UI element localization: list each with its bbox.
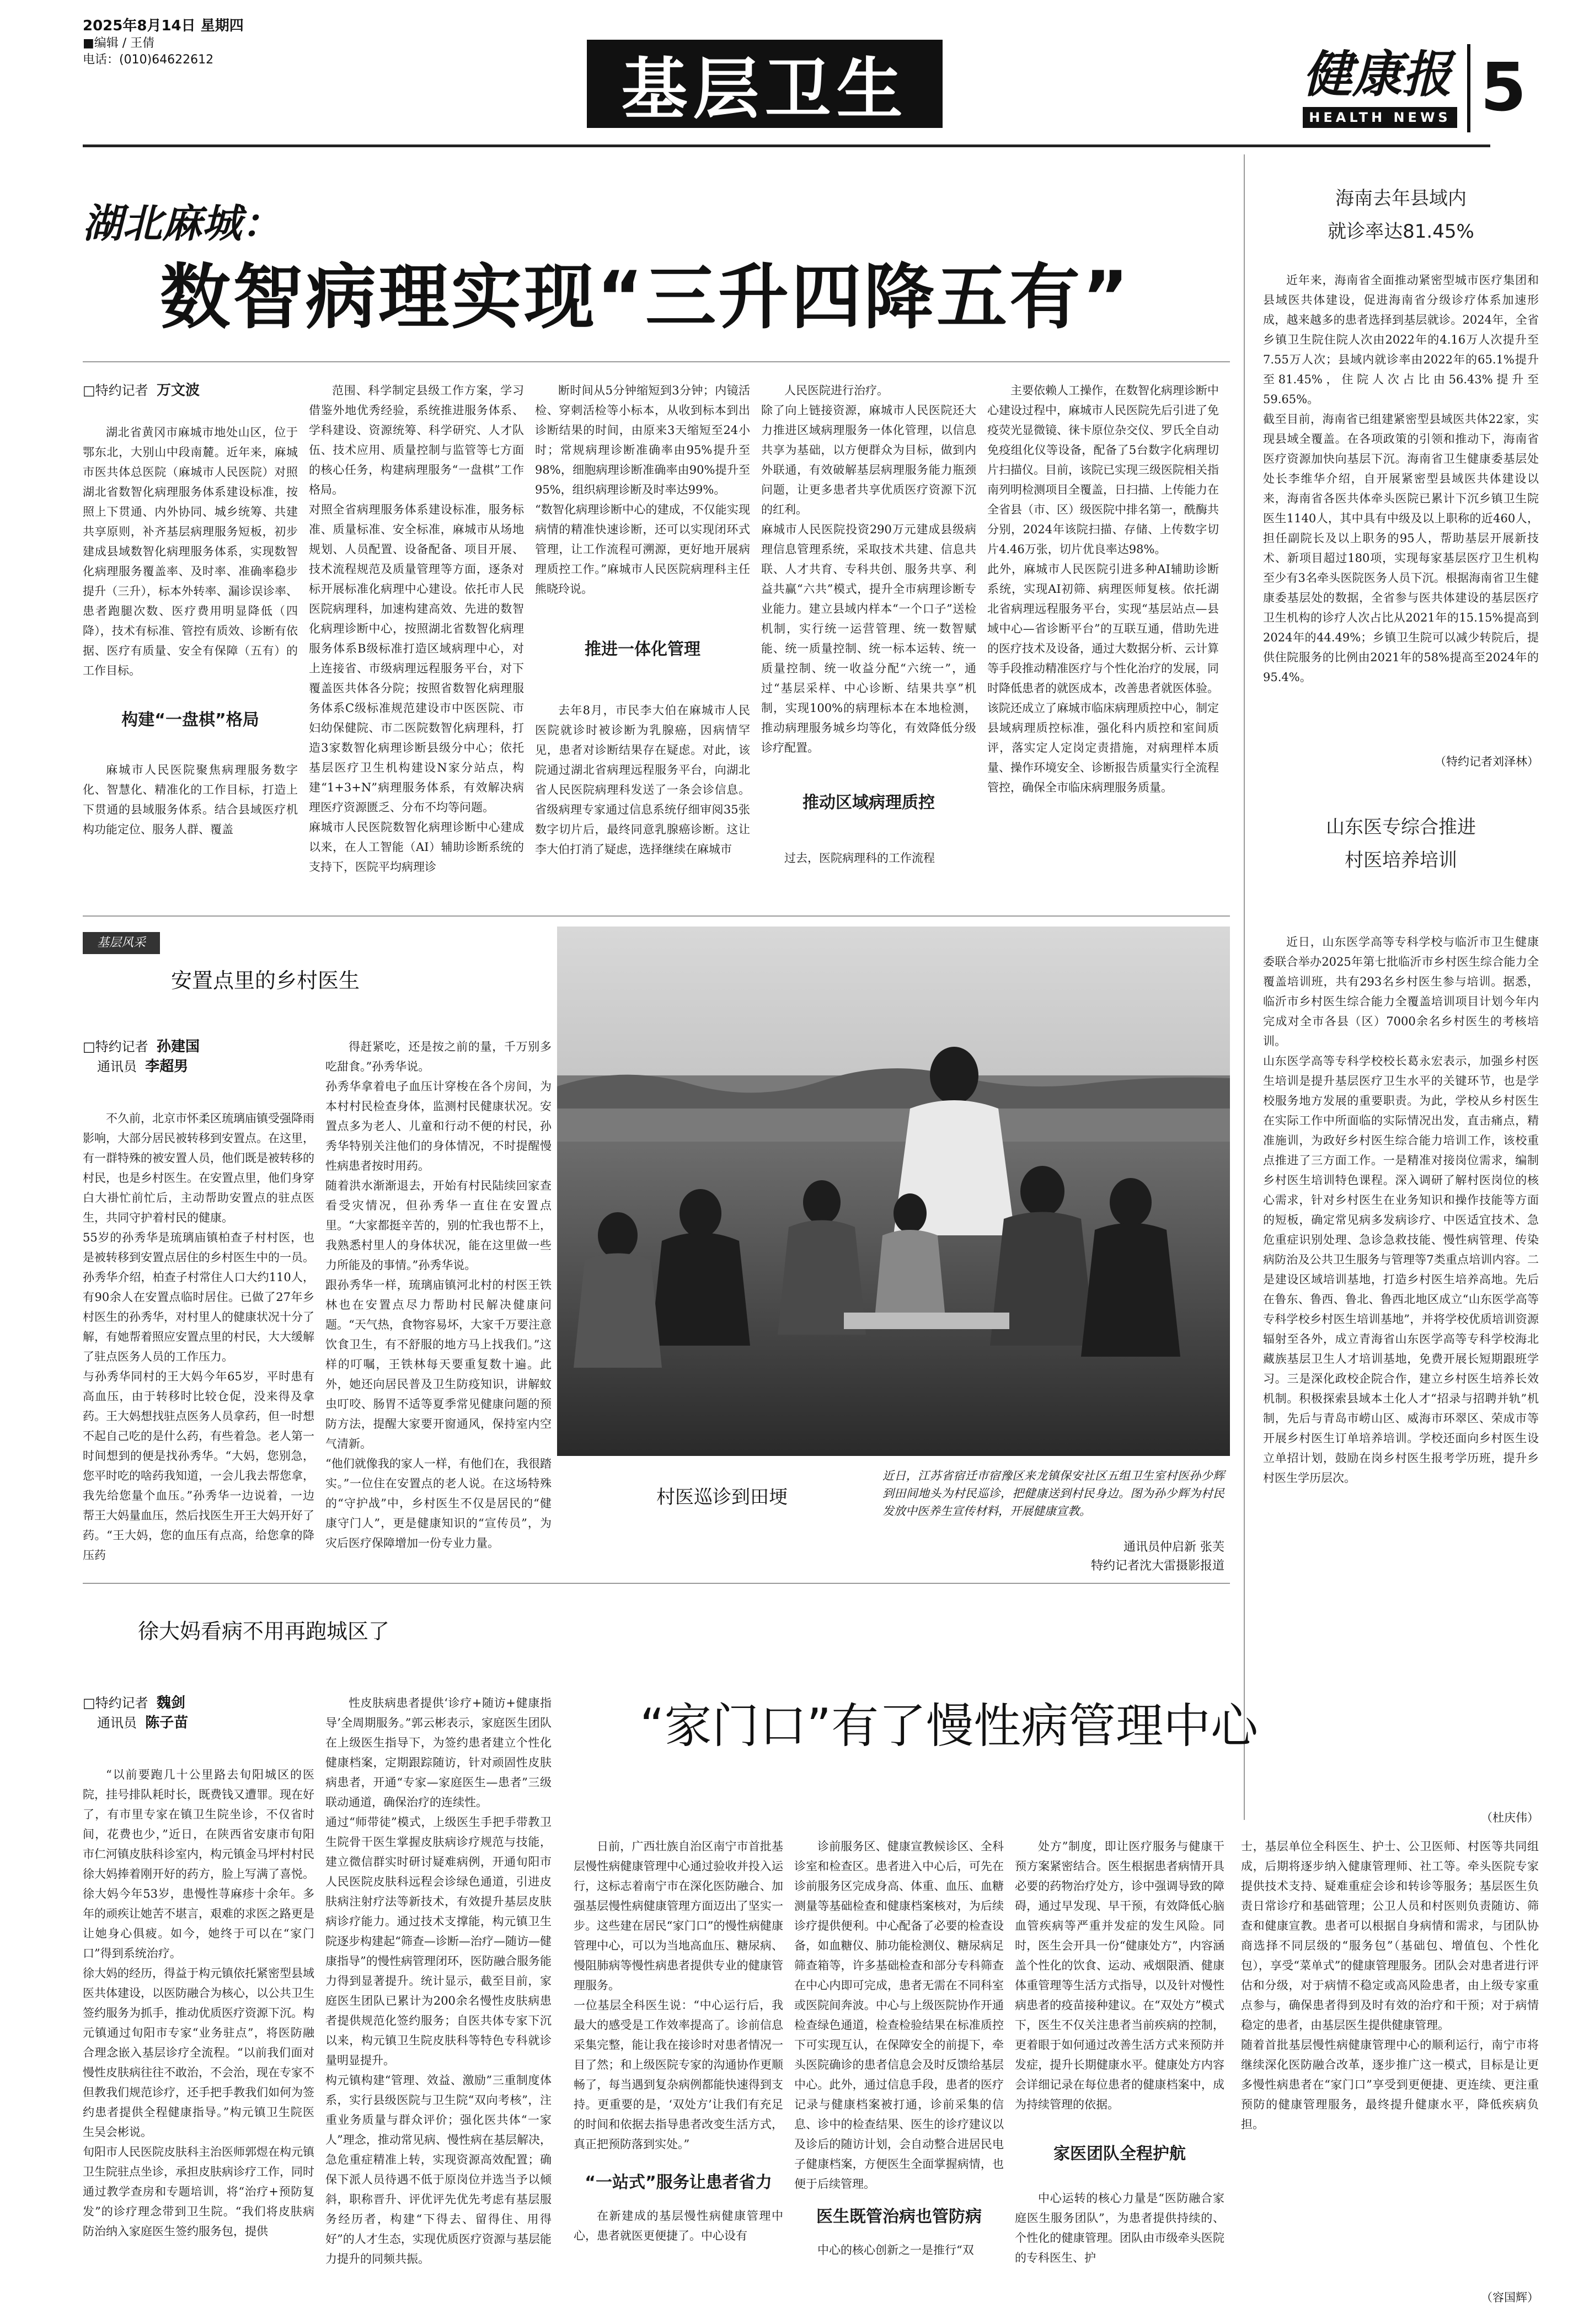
lead-column-4	[761, 381, 976, 927]
bottom-byline1-name: 魏剑	[156, 1695, 185, 1711]
feature-top-rule	[83, 915, 1230, 917]
right-mid-body: 近日，山东医学高等专科学校与临沂市卫生健康委联合举办2025年第七批临沂市乡村医生综合能力全覆盖培训班，共有293名乡村医生参与培训。据悉，临沂市乡村医生综合能力全覆盖培训项目计划今年内完成对全市各县（区）7000余名乡村医生的考核培训。 山东医学高等专科学校校长葛永宏表示，加强乡村医生培训是提升基层医疗卫生水平的关键环节，也是学校服务地方发展的重要职责。为此，学校从乡村医生在实际工作中所面临的实际情况出发，直击痛点，精准施训，为政好乡村医生综合能力培训工作，该校重点推进了三方面工作。一是精准对接岗位需求，编制乡村医生培训特色课程。深入调研了解村医岗位的核心需求，针对乡村医生在业务知识和操作技能等方面的短板，确定常见病多发病诊疗、中医适宜技术、急危重症识别处理、急诊急救技能、慢性病管理、传染病防治及公共卫生服务与管理等7类重点培训内容。二是建设区域培训基地，打造乡村医生培养高地。先后在鲁东、鲁西、鲁北、鲁西北地区成立“山东医学高等专科学校乡村医生培训基地”，并将学校优质培训资源辐射至各外，成立青海省山东医学高等专科学校海北藏族基层卫生人才培训基地，免费开展长短期跟班学习。三是深化政校企院合作，建立乡村医生培养长效机制。积极探索县域本土化人才“招录与招聘并轨”机制，先后与青岛市崂山区、威海市环翠区、荣成市等开展乡村医生订单培养培训。学校还面向乡村医生设立单招计划，鼓励在岗乡村医生报考学历班，提升乡村医生学历层次。	[1263, 935, 1539, 1485]
lead-subhead-3: 推动区域病理质控	[802, 793, 935, 812]
page-number: 5	[1467, 44, 1533, 132]
bottom-col3b-text: 在新建成的基层慢性病健康管理中心，患者就医更便捷了。中心设有	[574, 2209, 783, 2242]
bottom-col4-text: 诊前服务区、健康宣教候诊区、全科诊室和检查区。患者进入中心后，可先在诊前服务区完成身高、体重、血压、血糖测量等基础检查和健康档案核对，为后续诊疗提供便利。中心配备了必要的检查设备，如血糖仪、肺功能检测仪、糖尿病足筛查箱等，许多基础检查和部分专科筛查在中心内即可完成，患者无需在不同科室或医院间奔波。中心与上级医院协作开通检查绿色通道，检查检验结果在标准质控下可实现互认，在保障安全的前提下，牵头医院确诊的患者信息会及时反馈给基层中心。此外，通过信息手段，患者的医疗记录与健康档案被打通，诊前采集的信息、诊中的检查结果、医生的诊疗建议以及诊后的随访计划，会自动整合进居民电子健康档案，方便医生全面掌握病情，也便于后续管理。	[794, 1840, 1004, 2191]
masthead-rule	[83, 144, 1490, 147]
right-top-body: 近年来，海南省全面推动紧密型城市医疗集团和县域医共体建设，促进海南省分级诊疗体系加速形成，越来越多的患者选择到基层就诊。2024年，全省乡镇卫生院住院人次由2022年的4.16万人次提升至7.55万人次；县域内就诊率由2022年的65.1%提升至81.45%，住院人次占比由56.43%提升至59.65%。 截至目前，海南省已组建紧密型县域医共体22家，实现县域全覆盖。在各项政策的引领和推动下，海南省医疗资源加快向基层下沉。海南省卫生健康委基层处处长李维华介绍，自开展紧密型县域医共体建设以来，海南省各医共体牵头医院已累计下沉乡镇卫生院医生1140人，其中具有中级及以上职称的近460人，担任副院长及以上职务的95人，帮助基层开展新技术、新项目超过180项，实现每家基层医疗卫生机构至少有3名牵头医院医务人员下沉。根据海南省卫生健康委基层处的数据，全省参与医共体建设的基层医疗卫生机构的诊疗人次占比从2021年的15.15%提高到2024年的44.49%；乡镇卫生院可以减少转院后，提供住院服务的比例由2021年的58%提高至2024年的95.4%。	[1263, 274, 1539, 684]
section-title: 基层卫生	[621, 50, 908, 128]
lead-col3b-text: 去年8月，市民李大伯在麻城市人民医院就诊时被诊断为乳腺癌，因病情罕见，患者对诊断结果存在疑虑。对此，该院通过湖北省病理远程服务平台，向湖北省人民医院病理科发送了一条会诊信息。省级病理专家通过信息系统仔细审阅35张数字切片后，最终同意乳腺癌诊断。这让李大伯打消了疑虑，选择继续在麻城市	[535, 704, 750, 856]
newspaper-logo	[1303, 44, 1457, 132]
feature-byline1-name: 孙建国	[156, 1038, 200, 1055]
lead-col3-text: 断时间从5分钟缩短到3分钟；内镜活检、穿刺活检等小标本，从收到标本到出诊断结果的时间，由原来3天缩短至24小时；常规病理诊断准确率由95%提升至98%，细胞病理诊断准确率由90%提升至95%，组织病理诊断及时率达99%。 “数智化病理诊断中心的建成，不仅能实现病情的精准快速诊断，还可以实现闭环式管理，让工作流程可溯源，更好地开展病理质控工作。”麻城市人民医院病理科主任熊晓玲说。	[535, 384, 750, 596]
logo-en: HEALTH NEWS	[1303, 107, 1457, 128]
logo-cn: 健康报	[1303, 45, 1452, 104]
section-banner	[587, 40, 943, 128]
issue-date: 2025年8月14日 星期四	[83, 18, 244, 34]
bottom-col4b-text: 中心的核心创新之一是推行“双	[817, 2243, 974, 2257]
bottom-credit: （容国辉）	[1481, 2291, 1539, 2304]
masthead-info	[83, 17, 414, 68]
lead-byline	[83, 381, 298, 400]
bottom-subhead-2: 医生既管治病也管防病	[816, 2207, 982, 2226]
lead-byline-role: □特约记者	[83, 383, 148, 398]
lead-col1-text: 湖北省黄冈市麻城市地处山区，位于鄂东北，大别山中段南麓。近年来，麻城市医共体总医院（麻城市人民医院）对照湖北省数智化病理服务体系建设标准，按照上下贯通、内外协同、城乡统筹、共建共享原则，补齐基层病理服务短板，初步建成县域数智化病理服务体系，实现数智化病理服务覆盖率、及时率、准确率稳步提升（三升），标本外转率、漏诊误诊率、患者跑腿次数、医疗费用明显降低（四降），技术有标准、管控有质效、诊断有依据、医疗有质量、安全有保障（五有）的工作目标。	[83, 426, 298, 677]
bottom-byline2-role: 通讯员	[97, 1715, 137, 1731]
feature-column-2: 得赶紧吃，还是按之前的量，千万别多吃甜食。”孙秀华说。 孙秀华拿着电子血压计穿梭在各个房间，为本村村民检查身体，监测村民健康状况。安置点多为老人、儿童和行动不便的村民，孙秀华特别关注他们的身体情况，不时提醒慢性病患者按时用药。 随着洪水渐渐退去，开始有村民陆续回家查看受灾情况，但孙秀华一直住在安置点里。“大家都挺辛苦的，别的忙我也帮不上，我熟悉村里人的身体状况，能在这里做一些力所能及的事情。”孙秀华说。 跟孙秀华一样，琉璃庙镇河北村的村医王铁林也在安置点尽力帮助村民解决健康问题。“天气热，食物容易坏，大家千万要注意饮食卫生，有不舒服的地方马上找我们。”这样的叮嘱，王铁林每天要重复数十遍。此外，她还向居民普及卫生防疫知识，讲解蚊虫叮咬、肠胃不适等夏季常见健康问题的预防方法，提醒大家要开窗通风，保持室内空气清新。 “他们就像我的家人一样，有他们在，我很踏实。”一位住在安置点的老人说。在这场特殊的“守护战”中，乡村医生不仅是居民的“健康守门人”，更是健康知识的“宣传员”，为灾后医疗保障增加一份专业力量。	[325, 1040, 552, 1550]
bottom-column-3	[574, 1836, 783, 2311]
feature-tag-text: 基层风采	[97, 936, 146, 950]
right-top-title: 海南去年县域内 就诊率达81.45%	[1328, 188, 1474, 243]
lead-column-1	[83, 381, 298, 927]
bottom-subhead-1: “一站式”服务让患者省力	[585, 2173, 772, 2192]
feature-byline2-name: 李超男	[145, 1058, 189, 1075]
bottom-subhead-3: 家医团队全程护航	[1053, 2144, 1186, 2164]
lead-subhead-2: 推进一体化管理	[585, 640, 700, 659]
lead-column-2: 范围、科学制定县级工作方案，学习借鉴外地优秀经验，系统推进服务体系、学科建设、资源统筹、科学研究、人才队伍、技术应用、质量控制与监管等七方面的核心任务，构建病理服务“一盘棋”工作格局。 对照全省病理服务体系建设标准，服务标准、质量标准、安全标准，麻城市从场地规划、人员配置、设备配备、项目开展、技术流程规范及质量管理等方面，逐条对标开展标准化病理中心建设。依托市人民医院病理科，加速构建高效、先进的数智化病理诊断中心，按照湖北省数智化病理服务体系B级标准打造区域病理中心，对上连接省、市级病理远程服务平台，对下覆盖医共体各分院；按照省数智化病理服务体系C级标准规范建设市中医医院、市妇幼保健院、市二医院数智化病理科，打造3家数智化病理诊断县级分中心；依托基层医疗卫生机构建设N家分站点，构建“1+3+N”病理服务体系，有效解决病理医疗资源匮乏、分布不均等问题。 麻城市人民医院数智化病理诊断中心建成以来，在人工智能（AI）辅助诊断系统的支持下，医院平均病理诊	[309, 384, 524, 874]
bottom-byline	[83, 1693, 325, 1733]
photo-title: 村医巡诊到田埂	[656, 1486, 788, 1508]
lead-byline-name: 万文波	[156, 382, 200, 399]
right-mid-title: 山东医专综合推进 村医培养培训	[1326, 816, 1476, 871]
photo-credit-1: 通讯员仲启新 张芙	[1123, 1540, 1224, 1554]
lead-col4b-text: 过去，医院病理科的工作流程	[784, 852, 935, 865]
bottom-col5b-text: 中心运转的核心力量是“医防融合家庭医生服务团队”，为患者提供持续的、个性化的健康管理。团队由市级牵头医院的专科医生、护	[1015, 2192, 1224, 2264]
lead-col4-text: 人民医院进行治疗。 除了向上链接资源，麻城市人民医院还大力推进区域病理服务一体化管理，以信息共享为基础，以方便群众为目标，做到内外联通，有效破解基层病理服务能力瓶颈问题，让更多患者共享优质医疗资源下沉的红利。 麻城市人民医院投资290万元建成县级病理信息管理系统，采取技术共建、信息共联、人才共育、专科共创、服务共享、利益共赢“六共”模式，提升全市病理诊断专业能力。建立县域内样本“一个口子”送检机制，实行统一运营管理、统一数智赋能、统一质量控制、统一标本运转、统一质量控制、统一收益分配“六统一”，通过“基层采样、中心诊断、结果共享”机制，实现100%的病理标本在本地检测，推动病理服务城乡均等化，有效降低分级诊疗配置。	[761, 384, 976, 754]
lead-kicker: 湖北麻城：	[83, 200, 282, 247]
feature-byline	[83, 1037, 325, 1077]
right-top-credit: （特约记者刘泽林）	[1435, 755, 1539, 768]
bottom-column-1: “以前要跑几十公里路去旬阳城区的医院，挂号排队耗时长，既费钱又遭罪。现在好了，有市里专家在镇卫生院坐诊，不仅省时间，花费也少，”近日，在陕西省安康市旬阳市仁河镇皮肤科诊室内，构元镇金马坪村村民徐大妈捧着刚开好的药方，脸上写满了喜悦。徐大妈今年53岁，患慢性荨麻疹十余年。多年的顽疾让她苦不堪言，艰难的求医之路更是让她身心俱疲。如今，她终于可以在“家门口”得到系统治疗。 徐大妈的经历，得益于构元镇依托紧密型县域医共体建设，以医防融合为核心，以公共卫生签约服务为抓手，推动优质医疗资源下沉。构元镇通过旬阳市专家“业务驻点”，将医防融合理念嵌入基层诊疗全流程。“以前我们面对慢性皮肤病往往不敢治，不会治，现在专家不但教我们规范诊疗，还手把手教我们如何为签约患者提供全程健康指导。”构元镇卫生院医生吴会彬说。 旬阳市人民医院皮肤科主治医师郭煜在构元镇卫生院驻点坐诊，承担皮肤病诊疗工作，同时通过教学查房和专题培训，将“治疗+预防复发”的诊疗理念带到卫生院。“我们将皮肤病防治纳入家庭医生签约服务包，提供	[83, 1768, 314, 2238]
bottom-small-title: 徐大妈看病不用再跑城区了	[138, 1619, 390, 1643]
bottom-byline1-role: □特约记者	[83, 1695, 148, 1711]
feature-column-1: 不久前，北京市怀柔区琉璃庙镇受强降雨影响，大部分居民被转移到安置点。在这里，有一群特殊的被安置人员，他们既是被转移的村民，也是乡村医生。在安置点里，他们身穿白大褂忙前忙后，主动帮助安置点的驻点医生，共同守护着村民的健康。 55岁的孙秀华是琉璃庙镇柏查子村村医，也是被转移到安置点居住的乡村医生中的一员。孙秀华介绍，柏查子村常住人口大约110人，有90余人在安置点临时居住。已做了27年乡村医生的孙秀华，对村里人的健康状况十分了解，有她帮着照应安置点里的村民，大大缓解了驻点医务人员的工作压力。 与孙秀华同村的王大妈今年65岁，平时患有高血压，由于转移时比较仓促，没来得及拿药。王大妈想找驻点医务人员拿药，但一时想不起自己吃的是什么药，有些着急。老人第一时间想到的便是找孙秀华。“大妈，您别急，您平时吃的啥药我知道，一会儿我去帮您拿，我先给您量个血压。”孙秀华一边说着，一边帮王大妈量血压，然后找医生开王大妈开好了药。“王大妈，您的血压有点高，给您拿的降压药	[83, 1112, 314, 1562]
lead-subhead-1: 构建“一盘棋”格局	[121, 710, 259, 730]
photo-credit-2: 特约记者沈大雷摄影报道	[1090, 1559, 1224, 1573]
feature-byline1-role: □特约记者	[83, 1039, 148, 1054]
feature-tag	[83, 932, 160, 954]
bottom-column-6: 士，基层单位全科医生、护士、公卫医师、村医等共同组成，后期将逐步纳入健康管理师、社工等。牵头医院专家提供技术支持、疑难重症会诊和转诊等服务；基层医生负责日常诊疗和基础管理；公卫人员和村医则负责随访、筛查和健康宣教。患者可以根据自身病情和需求，与团队协商选择不同层级的“服务包”（基础包、增值包、个性化包），享受“菜单式”的健康管理服务。团队会对患者进行评估和分级，对于病情不稳定或高风险患者，由上级专家重点参与，确保患者得到及时有效的治疗和干预；对于病情稳定的患者，由基层医生提供健康管理。 随着首批基层慢性病健康管理中心的顺利运行，南宁市将继续深化医防融合改革，逐步推广这一模式，目标是让更多慢性病患者在“家门口”享受到更便捷、更连续、更注重预防的健康管理服务，最终提升健康水平，降低疾病负担。	[1241, 1840, 1539, 2131]
phone-line: 电话：(010)64622612	[83, 53, 214, 67]
bottom-column-2: 性皮肤病患者提供‘诊疗+随访+健康指导’全周期服务。”郭云彬表示，家庭医生团队在上级医生指导下，为签约患者建立个性化健康档案，定期跟踪随访，针对顽固性皮肤病患者，开通“专家—家庭医生—患者”三级联动通道，确保治疗的连续性。 通过“师带徒”模式，上级医生手把手带教卫生院骨干医生掌握皮肤病诊疗规范与技能，建立微信群实时研讨疑难病例，开通旬阳市人民医院皮肤科远程会诊绿色通道，引进皮肤病注射疗法等新技术，有效提升基层皮肤病诊疗能力。通过技术支撑能，构元镇卫生院逐步构建起“筛查—诊断—治疗—随访—健康指导”的慢性病管理闭环，医防融合服务能力得到显著提升。统计显示，截至目前，家庭医生团队已累计为200余名慢性皮肤病患者提供规范化签约服务；自医共体专家下沉以来，构元镇卫生院皮肤科等特色专科就诊量明显提升。 构元镇构建“管理、效益、激励”三重制度体系，实行县级医院与卫生院“双向考核”，注重业务质量与群众评价；强化医共体“一家人”理念，推动常见病、慢性病在基层解决，急危重症精准上转，实现资源高效配置；确保下派人员待遇不低于原岗位并选当予以倾斜，职称晋升、评优评先优先考虑有基层服务经历者，构建“下得去、留得住、用得好”的人才生态，实现优质医疗资源与基层能力提升的同频共振。	[325, 1696, 552, 2266]
bottom-headline: “家门口”有了慢性病管理中心	[640, 1699, 1259, 1754]
photo-caption: 近日，江苏省宿迁市宿豫区来龙镇保安社区五组卫生室村医孙少辉到田间地头为村民巡诊，把健康送到村民身边。图为孙少辉为村民发放中医养生宣传材料，开展健康宣教。	[882, 1469, 1224, 1518]
bottom-col5-text: 处方”制度，即让医疗服务与健康干预方案紧密结合。医生根据患者病情开具必要的药物治疗处方，诊中强调导致的障碍，通过早发现、早干预，有效降低心脑血管疾病等严重并发症的发生风险。同时，医生会开具一份“健康处方”，内容涵盖个性化的饮食、运动、戒烟限酒、健康体重管理等生活方式指导，以及针对慢性病患者的疫苗接种建议。在“双处方”模式下，医生不仅关注患者当前疾病的控制，更着眼于如何通过改善生活方式来预防并发症，提升长期健康水平。健康处方内容会详细记录在每位患者的健康档案中，成为持续管理的依据。	[1015, 1840, 1224, 2111]
right-mid-credit: （杜庆伟）	[1481, 1811, 1539, 1824]
photo-image	[557, 927, 1230, 1456]
village-doctor-photo	[557, 927, 1230, 1456]
lead-col1b-text: 麻城市人民医院聚焦病理服务数字化、智慧化、精准化的工作目标，打造上下贯通的县域服务体系。结合县域医疗机构功能定位、服务人群、覆盖	[83, 763, 298, 836]
bottom-byline2-name: 陈子苗	[145, 1715, 189, 1731]
feature-headline: 安置点里的乡村医生	[171, 968, 360, 993]
feature-byline2-role: 通讯员	[97, 1059, 137, 1074]
bottom-top-rule	[83, 1583, 1230, 1584]
lead-column-5: 主要依赖人工操作，在数智化病理诊断中心建设过程中，麻城市人民医院先后引进了免疫荧光显微镜、徕卡原位杂交仪、罗氏全自动免疫组化仪等设备，配备了5台数字化病理切片扫描仪。目前，该院已实现三级医院相关指南列明检测项目全覆盖，日扫描、上传能力在全省县（市、区）级医院中排名第一，酰酶共分别，2024年该院扫描、存储、上传数字切片4.46万张，切片优良率达98%。 此外，麻城市人民医院引进多种AI辅助诊断系统，实现AI初筛、病理医师复核。依托湖北省病理远程服务平台，实现“基层站点—县域中心—省诊断平台”的互联互通，借助先进的医疗技术及设备，通过大数据分析、云计算等手段推动精准医疗与个性化治疗的发展，同时降低患者的就医成本，改善患者就医体验。该院还成立了麻城市临床病理质控中心，制定县域病理质控标准，强化科内质控和室间质评，落实定人定岗定责措施，对病理样本质量、操作环境安全、诊断报告质量实行全流程管控，确保全市临床病理服务质量。	[987, 384, 1219, 794]
bottom-col3-text: 日前，广西壮族自治区南宁市首批基层慢性病健康管理中心通过验收并投入运行，这标志着南宁市在深化医防融合、加强基层慢性病健康管理方面迈出了坚实一步。这些建在居民“家门口”的慢性病健康管理中心，可以为当地高血压、糖尿病、慢阻肺病等慢性病患者提供专业的健康管理服务。 一位基层全科医生说：“中心运行后，我最大的感受是工作效率提高了。诊前信息采集完整，能让我在接诊时对患者情况一目了然；和上级医院专家的沟通协作更顺畅了，每当遇到复杂病例都能快速得到支持。更重要的是，‘双处方’让我们有充足的时间和依据去指导患者改变生活方式，真正把预防落到实处。”	[574, 1840, 783, 2151]
editor-line: ■编辑 / 王倩	[83, 36, 155, 50]
lead-rule	[83, 361, 1230, 362]
lead-column-3	[535, 381, 750, 927]
lead-headline: 数智病理实现“三升四降五有”	[160, 256, 1131, 339]
bottom-column-5	[1015, 1836, 1224, 2311]
bottom-column-4	[794, 1836, 1004, 2311]
sidebar-divider	[1244, 154, 1245, 1820]
